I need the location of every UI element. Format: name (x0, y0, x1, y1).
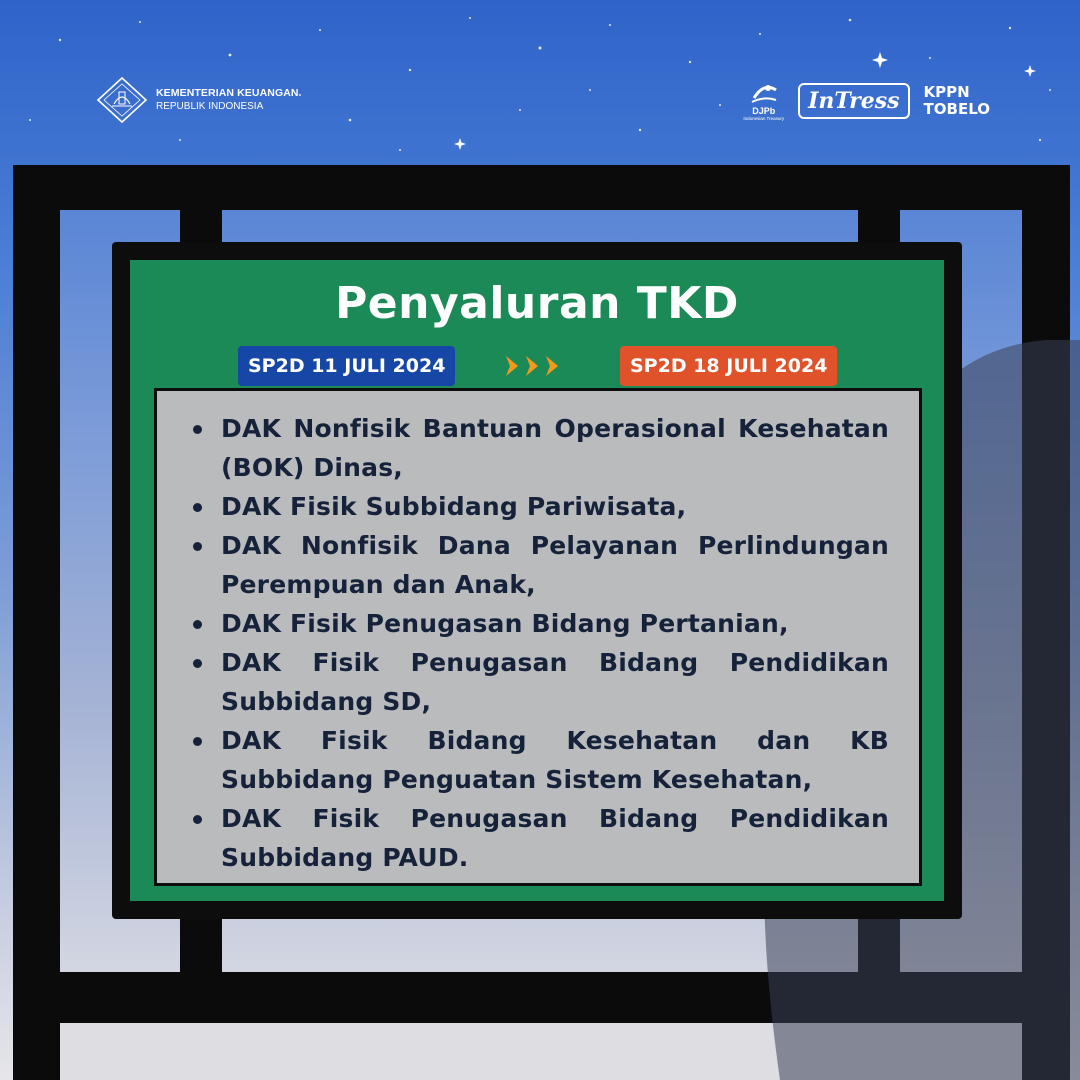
kppn-label: KPPN (923, 83, 970, 101)
list-item: DAK Fisik Penugasan Bidang Pertanian, (193, 604, 889, 643)
board-panel (130, 260, 944, 901)
content-box (154, 388, 922, 886)
kppn-city: TOBELO (923, 100, 990, 118)
info-board (112, 242, 962, 919)
djpb-label: DJPb (752, 106, 776, 116)
list-item: DAK Fisik Bidang Kesehatan dan KB Subbidang Penguatan Sistem Kesehatan, (193, 721, 889, 799)
date-badge-from: SP2D 11 JULI 2024 (238, 346, 455, 386)
djpb-logo (743, 80, 784, 122)
list-item: DAK Nonfisik Dana Pelayanan Perlindungan Perempuan dan Anak, (193, 526, 889, 604)
arrows-icon (504, 354, 574, 378)
intress-logo: InTress (798, 83, 909, 119)
partner-logos (743, 80, 990, 122)
list-item: DAK Fisik Penugasan Bidang Pendidikan Subbidang SD, (193, 643, 889, 721)
tkd-list (193, 409, 889, 877)
emblem-icon (96, 76, 148, 124)
list-item: DAK Fisik Penugasan Bidang Pendidikan Subbidang PAUD. (193, 799, 889, 877)
ministry-logo (96, 76, 299, 124)
ministry-name: KEMENTERIAN KEUANGAN (156, 87, 299, 99)
list-item: DAK Nonfisik Bantuan Operasional Kesehatan (BOK) Dinas, (193, 409, 889, 487)
date-badge-to: SP2D 18 JULI 2024 (620, 346, 837, 386)
board-title: Penyaluran TKD (335, 278, 739, 329)
djpb-icon (746, 80, 782, 106)
ministry-subtitle: REPUBLIK INDONESIA (156, 101, 264, 112)
kppn-logo (924, 84, 990, 118)
list-item: DAK Fisik Subbidang Pariwisata, (193, 487, 889, 526)
djpb-subtitle: Indonesian Treasury (743, 116, 785, 121)
